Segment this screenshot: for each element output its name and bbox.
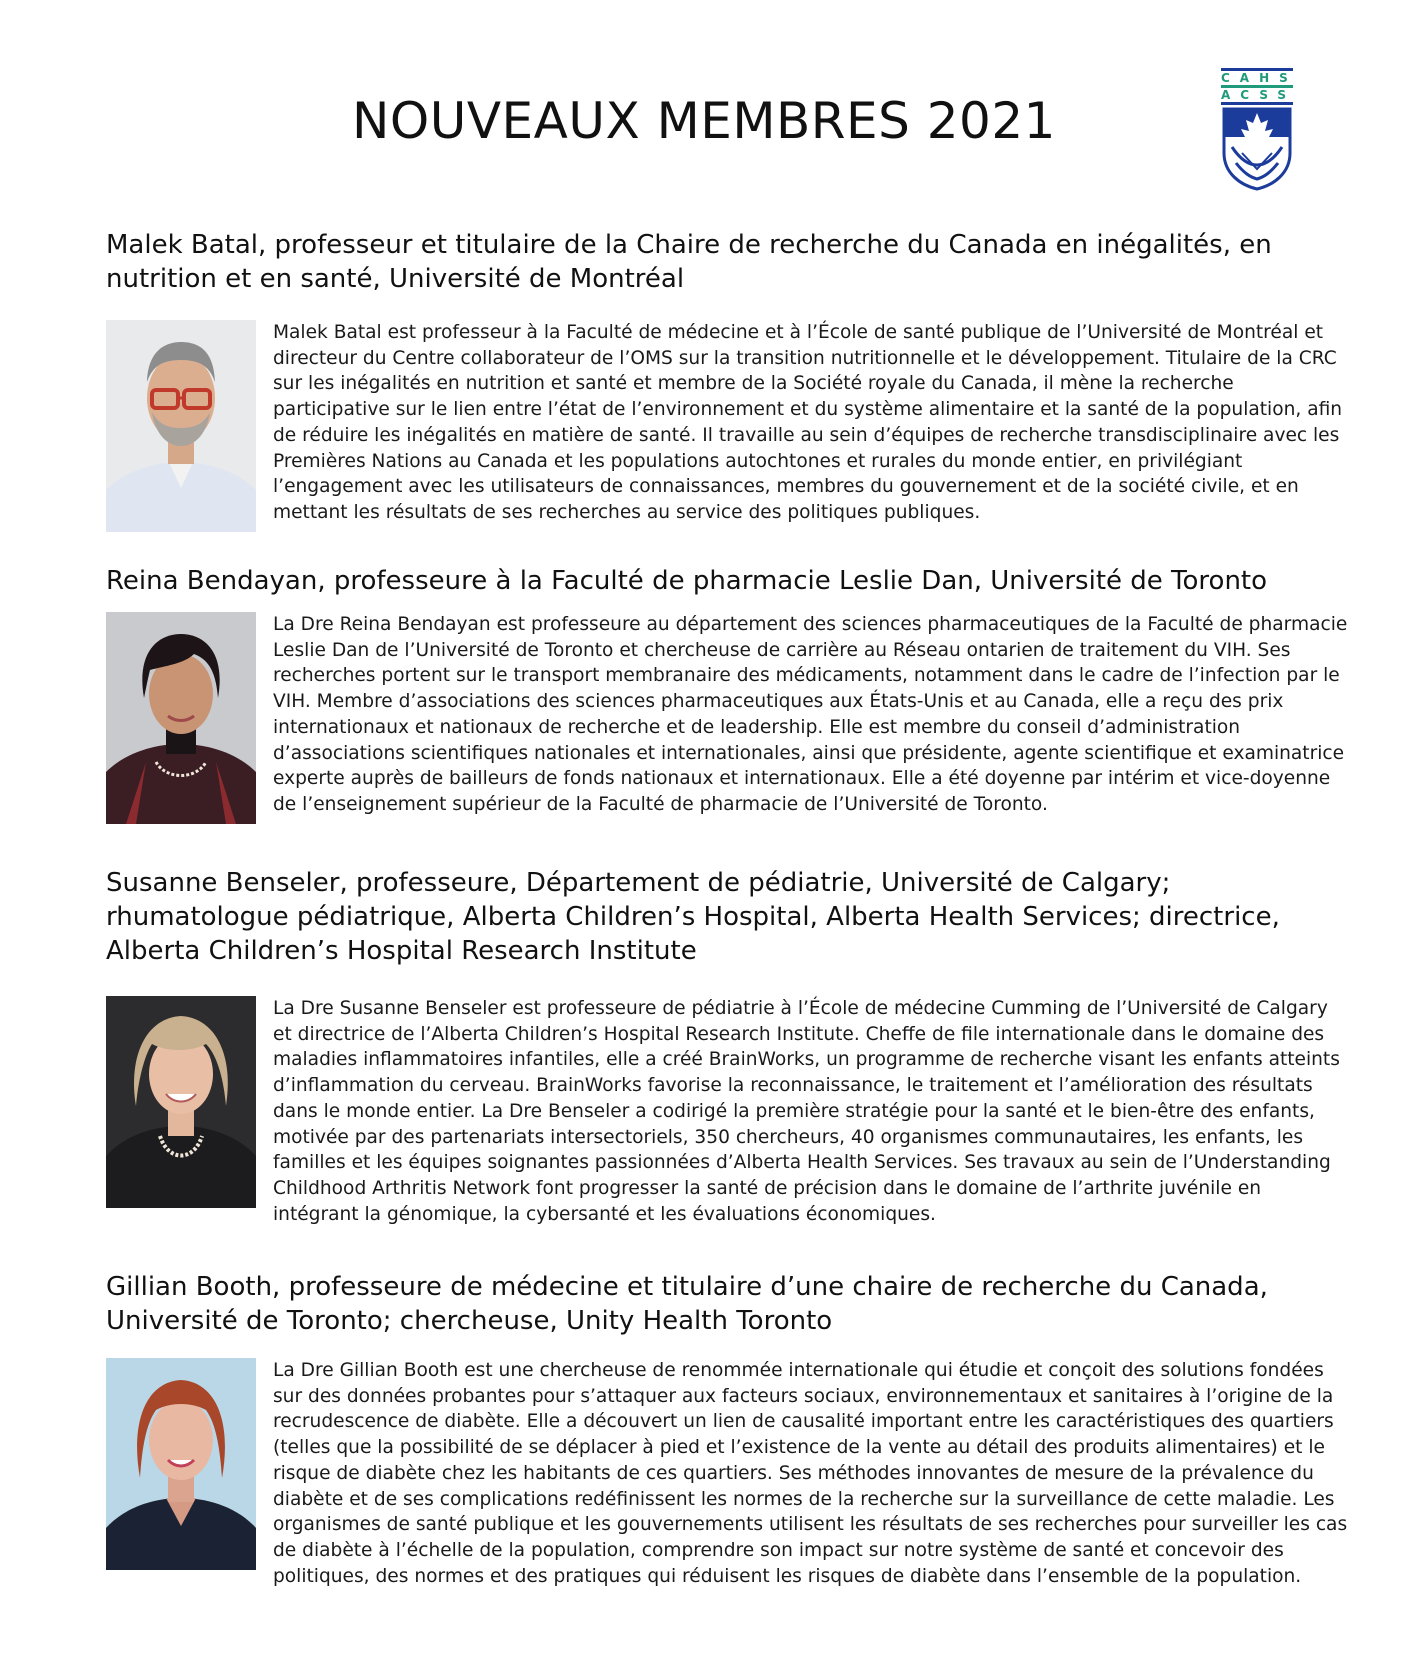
member-bio: La Dre Reina Bendayan est professeure au département des sciences pharmaceutiques de la Faculté de pharmacie Leslie Dan de l’Université de Toronto et chercheuse de carrière au Réseau ontarien de traitement du VIH. Ses recherches portent sur le transport membranaire des médicaments, notamment dans le cadre de l’infection par le VIH. Membre d’associations des sciences pharmaceutiques aux États-Unis et au Canada, elle a reçu des prix internationaux et nationaux de recherche et de leadership. Elle est membre du conseil d’administration d’associations scientifiques nationales et internationales, ainsi que présidente, agente scientifique et examinatrice experte auprès de bailleurs de fonds nationaux et internationaux. Elle a été doyenne par intérim et vice-doyenne de l’enseignement supérieur de la Faculté de pharmacie de l’Université de Toronto. (273, 614, 1348, 815)
cahs-acss-logo (1218, 68, 1296, 194)
member-photo (106, 612, 256, 824)
logo-bottom-letters: ACSS (1221, 88, 1297, 102)
member-bio: Malek Batal est professeur à la Faculté de médecine et à l’École de santé publique de l’Université de Montréal et directeur du Centre collaborateur de l’OMS sur la transition nutritionnelle et le développement. Titulaire de la CRC sur les inégalités en nutrition et santé et membre de la Société royale du Canada, il mène la recherche participative sur le lien entre l’état de l’environnement et du système alimentaire et la santé de la population, afin de réduire les inégalités en matière de santé. Il travaille au sein d’équipes de recherche transdisciplinaire avec les Premières Nations au Canada et les populations autochtones et rurales du monde entier, en privilégiant l’engagement avec les utilisateurs de connaissances, membres du gouvernement et de la société civile, et en mettant les résultats de ses recherches au service des politiques publiques. (273, 322, 1343, 523)
member-heading: Reina Bendayan, professeure à la Faculté de pharmacie Leslie Dan, Université de Toronto (106, 566, 1268, 596)
logo-text-bottom (1221, 88, 1297, 102)
portrait-man-glasses (106, 320, 256, 532)
member-photo (106, 996, 256, 1208)
logo-rule-bottom (1221, 102, 1293, 105)
member-bio: La Dre Gillian Booth est une chercheuse de renommée internationale qui étudie et conçoit des solutions fondées sur des données probantes pour s’attaquer aux facteurs sociaux, environnementaux et sanitaires à l’origine de la recrudescence de diabète. Elle a découvert un lien de causalité important entre les caractéristiques des quartiers (telles que la possibilité de se déplacer à pied et l’existence de la vente au détail des produits alimentaires) et le risque de diabète chez les habitants de ces quartiers. Ses méthodes innovantes de mesure de la prévalence du diabète et de ses complications redéfinissent les normes de la recherche sur la surveillance de cette maladie. Les organismes de santé publique et les gouvernements utilisent les résultats de ses recherches pour surveiller les cas de diabète à l’échelle de la population, comprendre son impact sur notre système de santé et concevoir des politiques, des normes et des pratiques qui réduisent les risques de diabète dans l’ensemble de la population. (273, 1360, 1348, 1587)
member-malek-batal (106, 228, 1346, 523)
maple-leaf-shield-icon (1218, 107, 1296, 191)
member-heading: Malek Batal, professeur et titulaire de la Chaire de recherche du Canada en inégalités, en nutrition et en santé, Université de Montréal (106, 230, 1272, 294)
portrait-woman-blonde (106, 996, 256, 1208)
member-photo (106, 1358, 256, 1570)
portrait-woman-dark-hair (106, 612, 256, 824)
member-gillian-booth (106, 1270, 1348, 1587)
logo-text-top (1221, 71, 1298, 85)
portrait-woman-red-hair (106, 1358, 256, 1570)
member-photo (106, 320, 256, 532)
page-title: NOUVEAUX MEMBRES 2021 (352, 92, 1056, 150)
member-bio: La Dre Susanne Benseler est professeure de pédiatrie à l’École de médecine Cumming de l’Université de Calgary et directrice de l’Alberta Children’s Hospital Research Institute. Cheffe de file internationale dans le domaine des maladies inflammatoires infantiles, elle a créé BrainWorks, un programme de recherche visant les enfants atteints d’inflammation du cerveau. BrainWorks favorise la reconnaissance, le traitement et l’amélioration des résultats dans le monde entier. La Dre Benseler a codirigé la première stratégie pour la santé et le bien-être des enfants, motivée par des partenariats intersectoriels, 350 chercheurs, 40 organismes communautaires, les enfants, les familles et les équipes soignantes passionnées d’Alberta Health Services. Ses travaux au sein de l’Understanding Childhood Arthritis Network font progresser la santé de précision dans le domaine de l’arthrite juvénile en intégrant la génomique, la cybersanté et les évaluations économiques. (273, 998, 1340, 1225)
member-heading: Gillian Booth, professeure de médecine et titulaire d’une chaire de recherche du Canada, Université de Toronto; chercheuse, Unity Health Toronto (106, 1272, 1268, 1336)
member-reina-bendayan (106, 564, 1348, 815)
logo-top-letters: CAHS (1221, 71, 1298, 85)
member-heading: Susanne Benseler, professeure, Département de pédiatrie, Université de Calgary; rhumatologue pédiatrique, Alberta Children’s Hospital, Alberta Health Services; directrice, Alberta Children’s Hospital Research Institute (106, 868, 1280, 966)
member-susanne-benseler (106, 866, 1346, 1225)
